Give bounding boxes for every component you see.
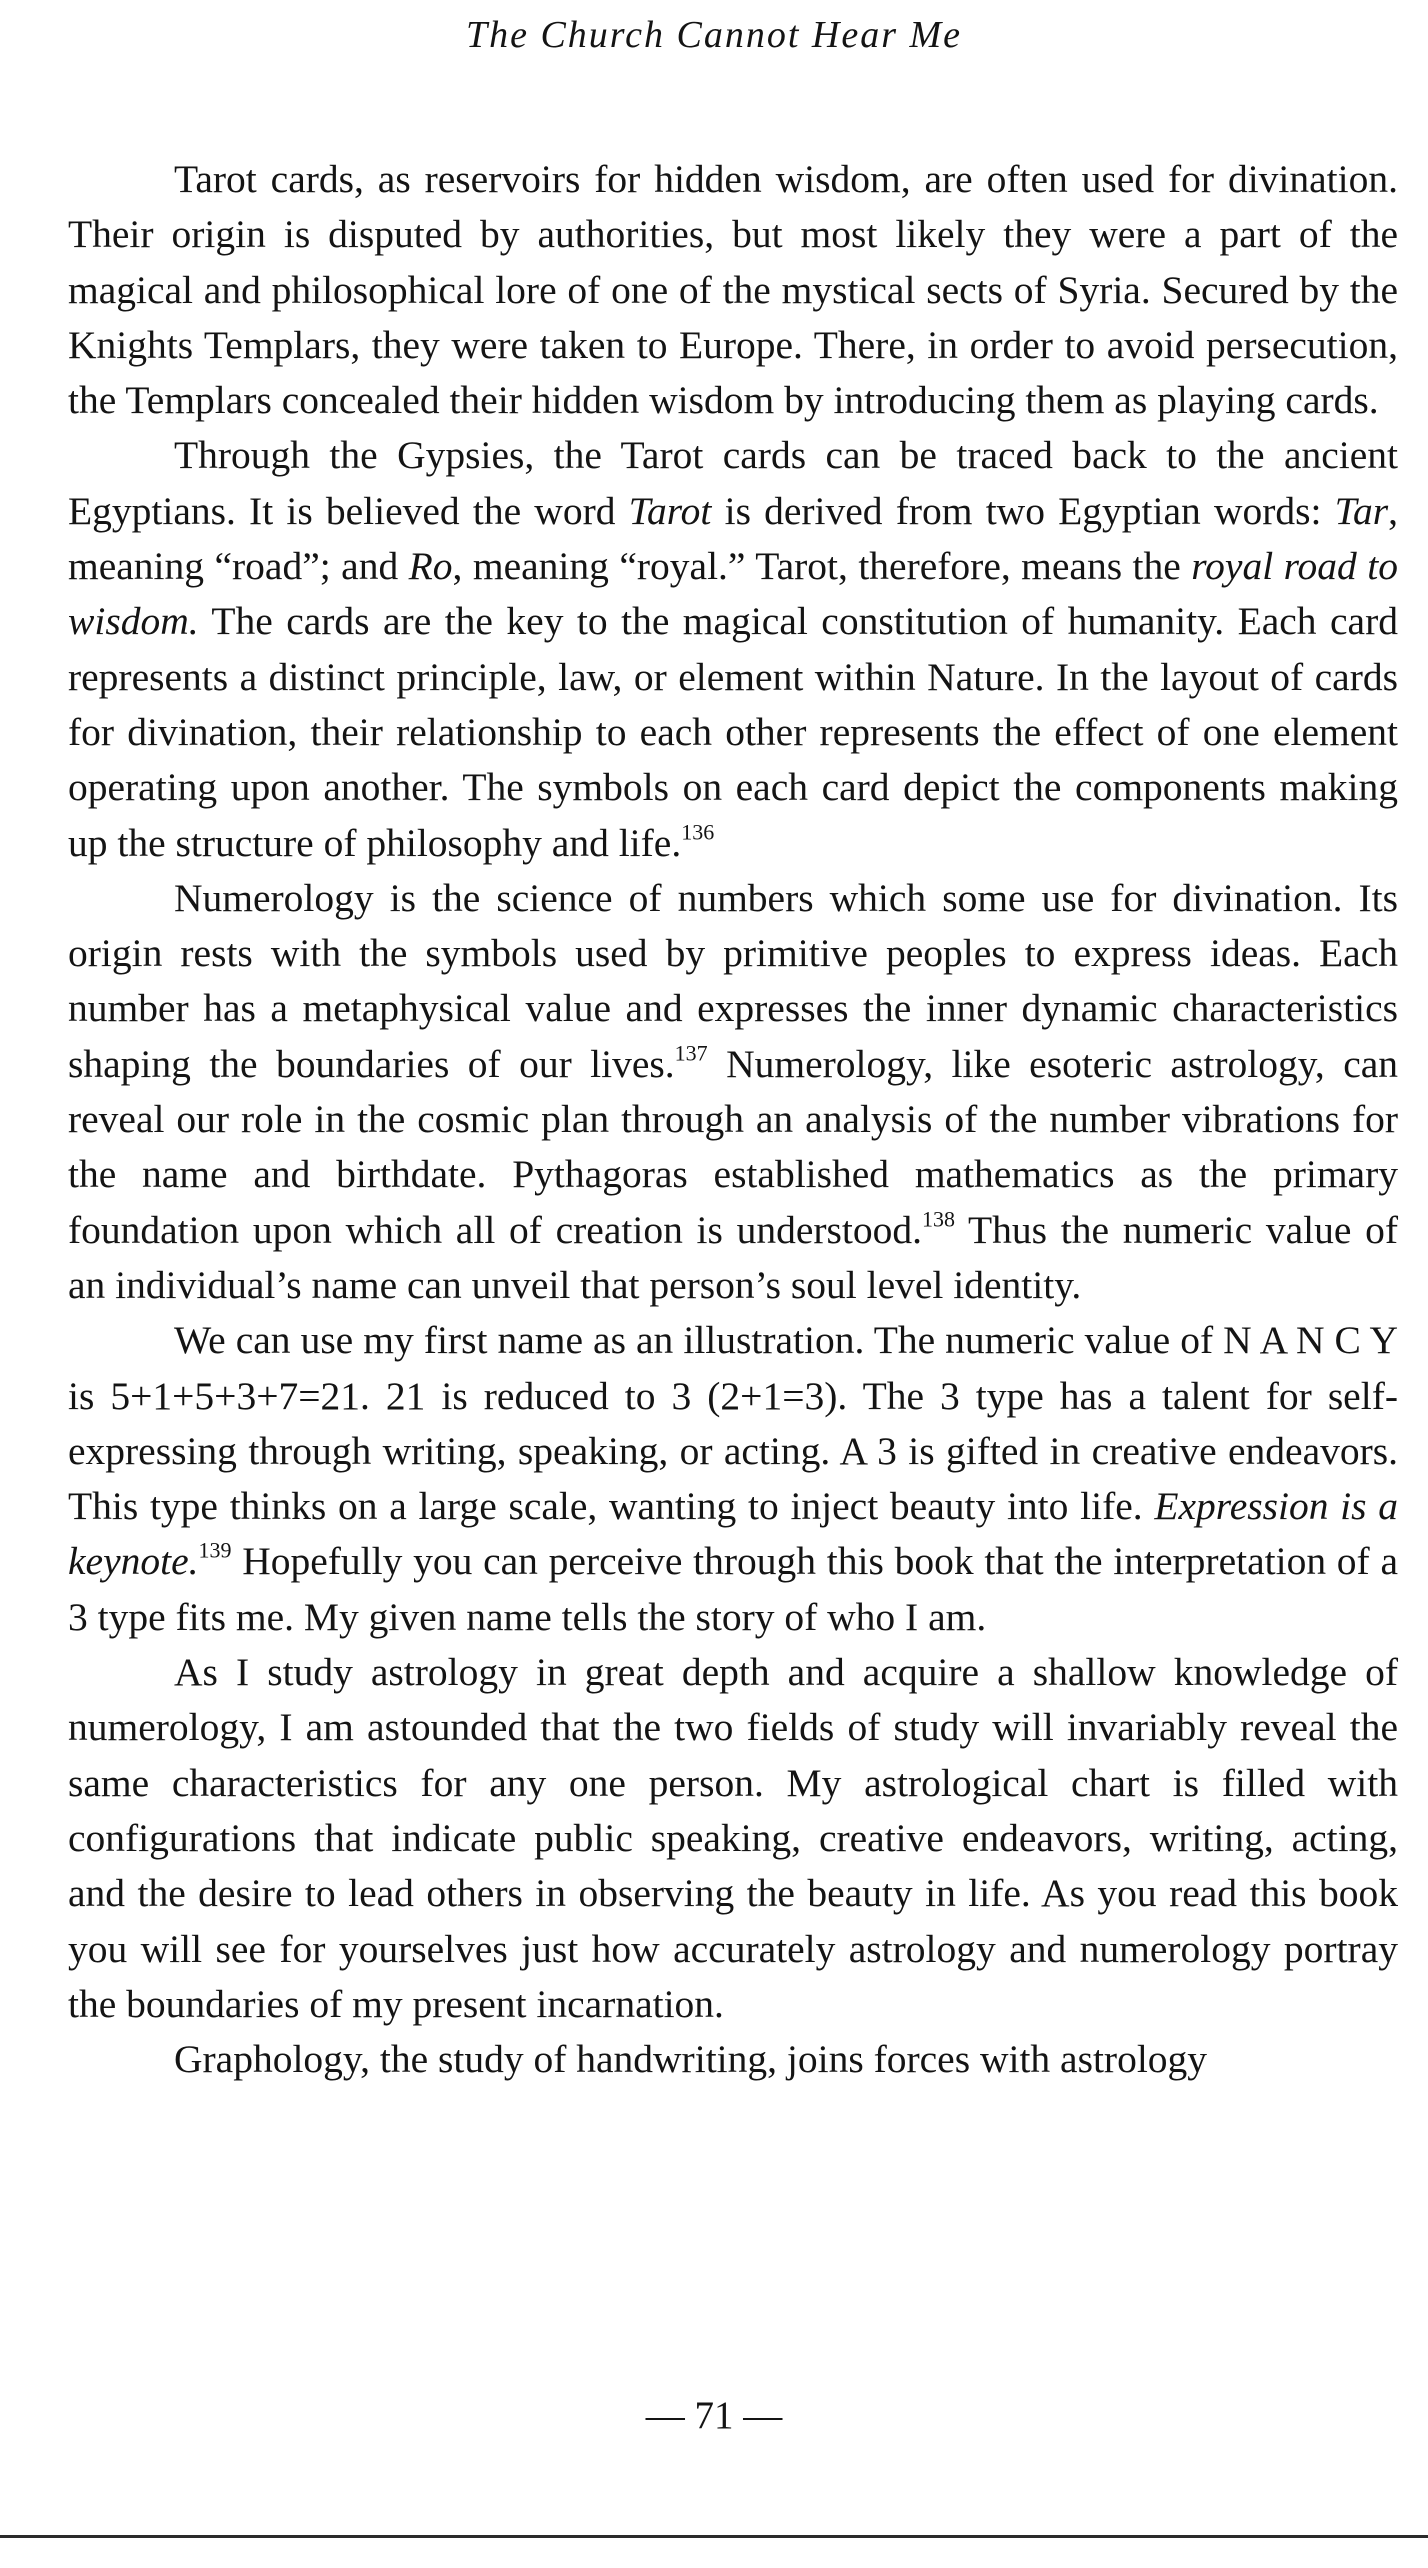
italic-text: Ro xyxy=(408,544,453,589)
text-run: The cards are the key to the magical constitution of humanity. Each card represents a distinct principle, law, or element within Nature. In the layout of cards for divination, their relationship to each other represents the effect of one element operating upon another. The symbols on each card depict the components making up the structure of philosophy and life. xyxy=(68,599,1398,865)
paragraph xyxy=(68,428,1398,870)
footnote-ref: 137 xyxy=(674,1040,708,1066)
bottom-rule xyxy=(0,2535,1428,2538)
paragraph xyxy=(68,871,1398,1313)
footnote-ref: 136 xyxy=(681,819,715,845)
text-run: Thus the numeric value of an individual’s name can unveil that person’s soul level identity. xyxy=(68,1207,1398,1307)
italic-text: royal road to wisdom. xyxy=(68,544,1398,644)
running-head: The Church Cannot Hear Me xyxy=(465,14,963,56)
italic-text: Tar xyxy=(1334,488,1389,533)
text-run: Graphology, the study of handwriting, joins forces with astrology xyxy=(174,2037,1208,2082)
paragraph xyxy=(68,2032,1398,2087)
text-run: , meaning “royal.” Tarot, therefore, means the xyxy=(452,544,1192,589)
text-run: As I study astrology in great depth and acquire a shallow knowledge of numerology, I am astounded that the two fields of study will invariably reveal the same characteristics for any one person. My astrological chart is filled with configurations that indicate public speaking, creative endeavors, writing, acting, and the desire to lead others in observing the beauty in life. As you read this book you will see for yourselves just how accurately astrology and numerology portray the boundaries of my present incarnation. xyxy=(68,1650,1398,2026)
text-run: Numerology is the science of numbers which some use for divination. Its origin rests with the symbols used by primitive peoples to express ideas. Each number has a metaphysical value and expresses the inner dynamic characteristics shaping the boundaries of our lives. xyxy=(68,875,1398,1086)
text-run: We can use my first name as an illustration. The numeric value of N A N C Y is 5+1+5+3+7=21. 21 is reduced to 3 (2+1=3). The 3 type has a talent for self-expressing through writing, speaking, or acting. A 3 is gifted in creative endeavors. This type thinks on a large scale, wanting to inject beauty into life. xyxy=(68,1318,1398,1529)
paragraph xyxy=(68,152,1398,428)
text-run: Hopefully you can perceive through this book that the interpretation of a 3 type fits me. My given name tells the story of who I am. xyxy=(68,1539,1398,1639)
footnote-ref: 138 xyxy=(922,1206,956,1232)
paragraph xyxy=(68,1313,1398,1645)
italic-text: Tarot xyxy=(628,488,712,533)
text-run: Through the Gypsies, the Tarot cards can be traced back to the ancient Egyptians. It is believed the word xyxy=(68,433,1398,533)
text-run: Tarot cards, as reservoirs for hidden wisdom, are often used for divination. Their origin is disputed by authorities, but most likely they were a part of the magical and philosophical lore of one of the mystical sects of Syria. Secured by the Knights Templars, they were taken to Europe. There, in order to avoid persecution, the Templars concealed their hidden wisdom by introducing them as playing cards. xyxy=(68,157,1398,423)
text-run: , meaning “road”; and xyxy=(68,488,1398,589)
page-number: — 71 — xyxy=(645,2394,783,2437)
paragraph xyxy=(68,1645,1398,2032)
text-run: Numerology, like esoteric astrology, can reveal our role in the cosmic plan through an analysis of the number vibrations for the name and birthdate. Pythagoras established mathematics as the primary foundation upon which all of creation is understood. xyxy=(68,1041,1399,1252)
body-text xyxy=(68,152,1398,2087)
text-run: is derived from two Egyptian words: xyxy=(711,488,1335,533)
footnote-ref: 139 xyxy=(198,1537,232,1563)
italic-text: Expression is a keynote. xyxy=(68,1484,1399,1584)
